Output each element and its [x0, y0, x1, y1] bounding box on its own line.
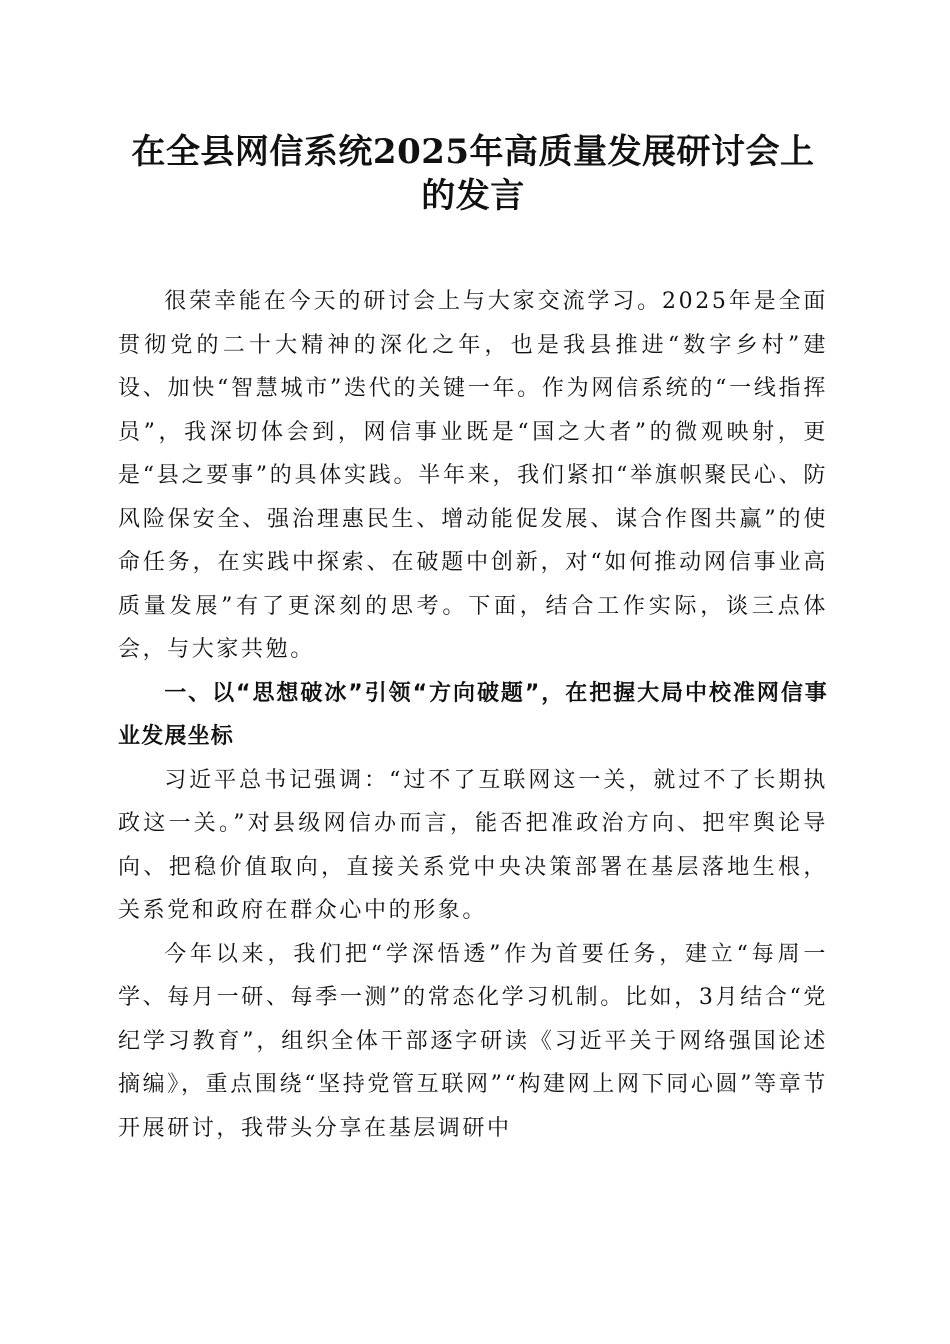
title-line-2: 的发言	[421, 176, 525, 216]
section-heading-1: 一、以“思想破冰”引领“方向破题”，在把握大局中校准网信事业发展坐标	[118, 680, 828, 749]
document-page	[118, 130, 828, 1150]
intro-paragraph: 很荣幸能在今天的研讨会上与大家交流学习。2025年是全面贯彻党的二十大精神的深化之年，也是我县推进“数字乡村”建设、加快“智慧城市”迭代的关键一年。作为网信系统的“一线指挥员”，我深切体会到，网信事业既是“国之大者”的微观映射，更是“县之要事”的具体实践。半年来，我们紧扣“举旗帜聚民心、防风险保安全、强治理惠民生、增动能促发展、谋合作图共赢”的使命任务，在实践中探索、在破题中创新，对“如何推动网信事业高质量发展”有了更深刻的思考。下面，结合工作实际，谈三点体会，与大家共勉。	[118, 289, 828, 662]
title-line-1: 在全县网信系统2025年高质量发展研讨会上	[131, 132, 815, 172]
document-title	[118, 130, 828, 218]
document-body	[118, 280, 828, 1150]
body-paragraph-study: 今年以来，我们把“学深悟透”作为首要任务，建立“每周一学、每月一研、每季一测”的常态化学习机制。比如，3月结合“党纪学习教育”，组织全体干部逐字研读《习近平关于网络强国论述摘编》，重点围绕“坚持党管互联网”“构建网上网下同心圆”等章节开展研讨，我带头分享在基层调研中	[118, 941, 828, 1141]
body-paragraph-quote: 习近平总书记强调：“过不了互联网这一关，就过不了长期执政这一关。”对县级网信办而言，能否把准政治方向、把牢舆论导向、把稳价值取向，直接关系党中央决策部署在基层落地生根，关系党和政府在群众心中的形象。	[118, 767, 828, 923]
